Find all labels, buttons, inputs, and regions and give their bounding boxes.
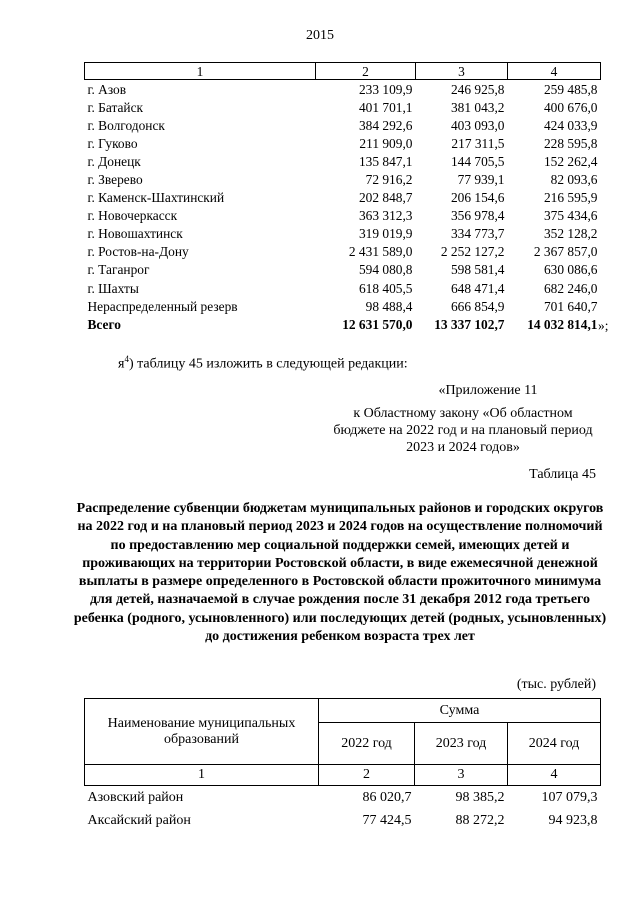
amount-2023: 88 272,2 [455,812,505,828]
column-number: 3 [415,765,508,786]
table-row [85,116,601,134]
appendix-title: «Приложение 11 [438,383,538,398]
municipality-name: г. Донецк [87,153,141,169]
column-header-year: 2023 год [415,723,508,765]
table-row [85,170,601,188]
column-number: 3 [416,63,508,80]
total-row [85,315,601,333]
municipality-name: г. Таганрог [87,262,150,278]
subvention-table [84,698,601,832]
municipality-name: г. Новочеркасск [87,208,178,224]
document-title: Распределение субвенции бюджетам муниципальных районов и городских округов на 2022 год и на плановый период 2023 и 2024 годов на осуществление полномочий по предоставлению мер социальной поддержки семей, имеющих детей и проживающих на территории Ростовской области, в виде ежемесячной денежной выплаты в размере определенного в Ростовской области прожиточного минимума для детей, назначаемой в случае рождения после 31 декабря 2012 года третьего ребенка (родного, усыновленного) или последующих детей (родных, усыновленных) до достижения ребенком возраста трех лет [73,501,607,645]
total-2024: 14 032 814,1 [527,316,598,332]
amount-2022: 233 109,9 [358,81,413,97]
table-row [85,809,601,832]
amount-2022: 202 848,7 [358,190,413,206]
amount-2024: 424 033,9 [543,117,598,133]
amount-2022: 618 405,5 [358,280,413,296]
amount-2022: 135 847,1 [358,153,413,169]
amount-2023: 206 154,6 [450,190,505,206]
amount-2023: 2 252 127,2 [440,244,505,260]
table-row [85,80,601,99]
municipality-name: Нераспределенный резерв [87,298,238,314]
column-header-name: Наименование муниципальных образований [85,699,319,765]
table-row [85,134,601,152]
amount-2024: 216 595,9 [543,190,598,206]
table-row [85,189,601,207]
amount-2022: 72 916,2 [365,172,413,188]
column-number: 4 [508,765,601,786]
amount-2022: 211 909,0 [359,135,413,151]
district-name: Аксайский район [87,812,191,828]
amount-2023: 246 925,8 [450,81,505,97]
amount-2022: 319 019,9 [358,226,413,242]
table-row [85,225,601,243]
amount-2022: 384 292,6 [358,117,413,133]
paragraph-superscript: 4 [124,354,129,364]
table-row [85,152,601,170]
amount-2022: 2 431 589,0 [348,244,413,260]
column-header-year: 2022 год [319,723,415,765]
total-2022: 12 631 570,0 [342,316,413,332]
table-row [85,98,601,116]
municipality-name: г. Каменск-Шахтинский [87,190,225,206]
municipality-name: г. Ростов-на-Дону [87,244,189,260]
municipal-amounts-table [84,62,601,333]
amount-2023: 144 705,5 [450,153,505,169]
amount-2022: 86 020,7 [362,789,412,805]
amount-2024: 82 093,6 [550,172,598,188]
amount-2024: 94 923,8 [548,812,598,828]
amount-2023: 403 093,0 [450,117,505,133]
amount-2022: 98 488,4 [365,298,413,314]
amount-2024: 107 079,3 [541,789,598,805]
column-header-year: 2024 год [508,723,601,765]
amount-2023: 666 854,9 [450,298,505,314]
municipality-name: г. Гуково [87,135,138,151]
table-number: Таблица 45 [529,467,596,482]
amount-2022: 363 312,3 [358,208,413,224]
table-header-row [85,699,601,723]
amendment-paragraph [118,354,408,373]
amount-2023: 77 939,1 [457,172,505,188]
amount-2024: 228 595,8 [543,135,598,151]
closing-quote-mark: »; [598,318,609,333]
column-number: 4 [508,63,601,80]
amount-2024: 352 128,2 [543,226,598,242]
amount-2024: 682 246,0 [543,280,598,296]
column-number: 1 [85,63,316,80]
amount-2024: 259 485,8 [543,81,598,97]
amount-2024: 630 086,6 [543,262,598,278]
amount-2023: 334 773,7 [450,226,505,242]
municipality-name: г. Новошахтинск [87,226,183,242]
amount-2024: 2 367 857,0 [533,244,598,260]
amount-2024: 701 640,7 [543,298,598,314]
amount-2023: 98 385,2 [455,789,505,805]
column-header-sum: Сумма [319,699,601,723]
appendix-law-reference: к Областному закону «Об областном бюджете на 2022 год и на плановый период 2023 и 2024 годов» [333,406,593,455]
table-row [85,207,601,225]
total-label: Всего [87,316,121,332]
municipality-name: г. Зверево [87,172,143,188]
table-numbering-row [85,765,601,786]
amount-2023: 217 311,5 [451,135,505,151]
table-header-row [85,63,601,80]
district-name: Азовский район [87,789,184,805]
amount-2024: 152 262,4 [543,153,598,169]
table-row [85,786,601,810]
column-number: 1 [85,765,319,786]
page-number: 2015 [306,28,334,43]
table-row [85,243,601,261]
table-row [85,261,601,279]
column-number: 2 [316,63,416,80]
paragraph-text: ) таблицу 45 изложить в следующей редакции: [128,356,408,372]
amount-2024: 400 676,0 [543,99,598,115]
amount-2024: 375 434,6 [543,208,598,224]
total-2023: 13 337 102,7 [434,316,505,332]
amount-2022: 77 424,5 [362,812,412,828]
amount-2023: 648 471,4 [450,280,505,296]
municipality-name: г. Азов [87,81,127,97]
municipality-name: г. Шахты [87,280,139,296]
municipality-name: г. Батайск [87,99,144,115]
column-number: 2 [319,765,415,786]
amount-2023: 381 043,2 [450,99,505,115]
table-row [85,297,601,315]
amount-2023: 356 978,4 [450,208,505,224]
amount-2022: 594 080,8 [358,262,413,278]
municipality-name: г. Волгодонск [87,117,165,133]
paragraph-letter: я [118,356,125,372]
amount-2022: 401 701,1 [358,99,413,115]
units-label: (тыс. рублей) [516,677,596,692]
amount-2023: 598 581,4 [450,262,505,278]
table-row [85,279,601,297]
